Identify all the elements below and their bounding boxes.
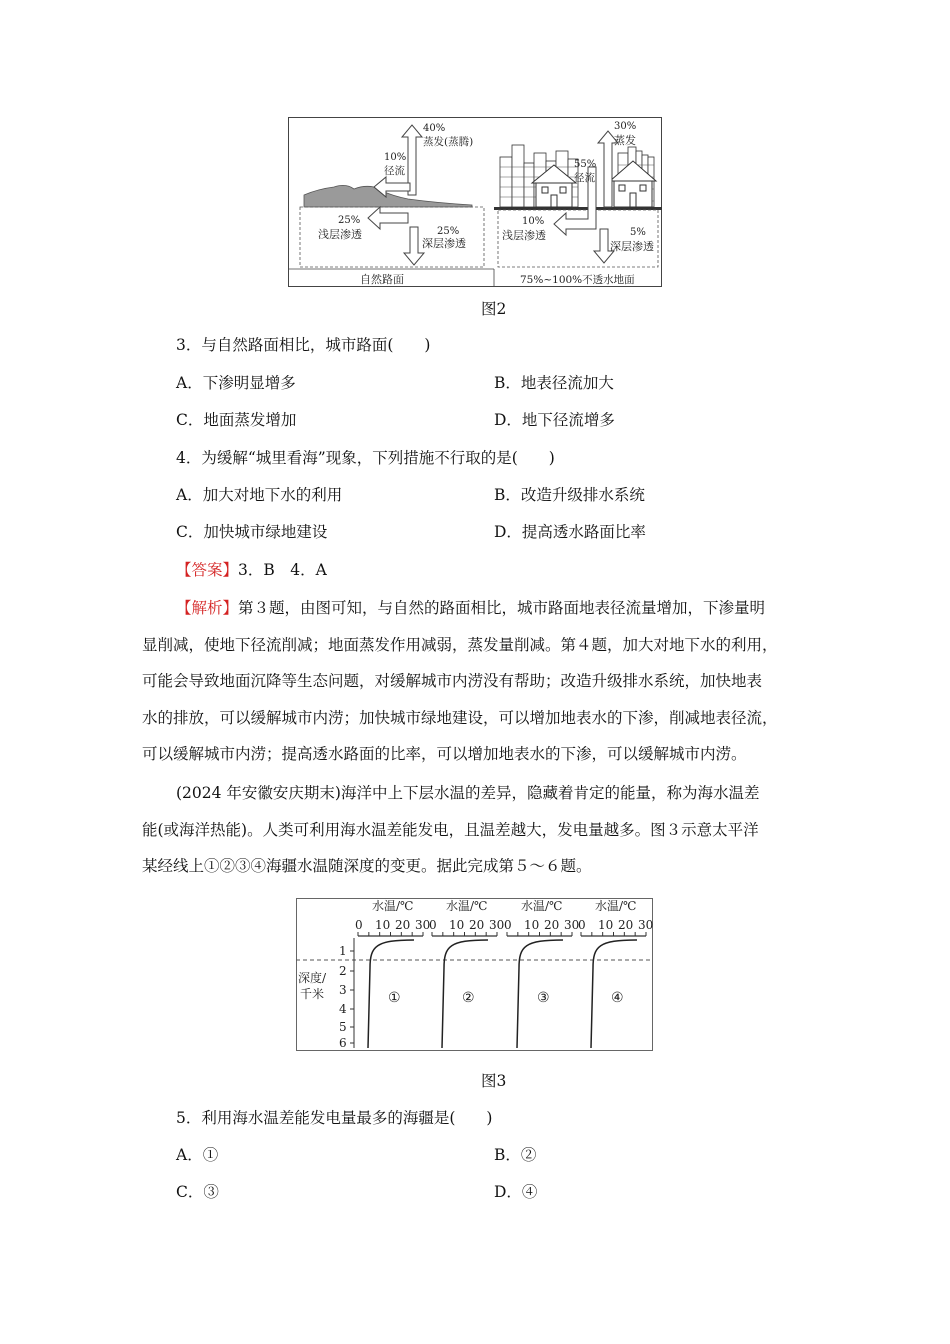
- question-5-option-a: A．①: [176, 1146, 219, 1164]
- analysis-line-3: 可能会导致地面沉降等生态问题，对缓解城市内涝没有帮助；改造升级排水系统，加快地表: [142, 672, 763, 690]
- temperature-tick-label: 30: [564, 918, 580, 932]
- temperature-label: 水温/℃: [372, 899, 414, 913]
- question-4-option-a: A．加大对地下水的利用: [176, 486, 343, 504]
- answer-text: 3．B 4．A: [238, 561, 327, 579]
- left-evap-pct: 40%: [423, 123, 446, 134]
- figure3-diagram: [296, 898, 653, 1051]
- right-evap-label: 蒸发: [614, 134, 636, 147]
- depth-tick-label: 5: [339, 1020, 347, 1034]
- analysis-line-5: 可以缓解城市内涝；提高透水路面的比率，可以增加地表水的下渗，可以缓解城市内涝。: [142, 745, 747, 763]
- question-5-stem: 5．利用海水温差能发电量最多的海疆是( ): [176, 1109, 493, 1127]
- depth-label-line1: 深度/: [298, 971, 327, 985]
- temperature-tick-label: 20: [395, 918, 411, 932]
- question-4-option-d: D．提高透水路面比率: [494, 523, 646, 541]
- zone-number: ③: [537, 990, 550, 1006]
- right-runoff-pct: 55%: [574, 159, 597, 170]
- answer-line: [176, 560, 327, 580]
- temperature-label: 水温/℃: [595, 899, 637, 913]
- intro-line-3: 某经线上①②③④海疆水温随深度的变更。据此完成第５～６题。: [142, 857, 592, 875]
- analysis-line-1: 第３题，由图可知，与自然的路面相比，城市路面地表径流量增加，下渗量明: [238, 599, 766, 617]
- temperature-tick-label: 20: [544, 918, 560, 932]
- temperature-tick-label: 0: [355, 918, 363, 932]
- question-3-option-b: B．地表径流加大: [494, 374, 614, 392]
- temperature-tick-label: 10: [524, 918, 540, 932]
- right-deep-label: 深层渗透: [610, 240, 654, 253]
- zone-number: ④: [611, 990, 624, 1006]
- question-5-option-d: D．④: [494, 1183, 538, 1201]
- temperature-tick-label: 20: [469, 918, 485, 932]
- temperature-tick-label: 10: [449, 918, 465, 932]
- question-3-option-d: D．地下径流增多: [494, 411, 615, 429]
- right-evap-pct: 30%: [614, 121, 637, 132]
- depth-label-line2: 千米: [300, 987, 325, 1001]
- question-3-option-c: C．地面蒸发增加: [176, 411, 297, 429]
- temperature-tick-label: 20: [618, 918, 634, 932]
- intro-line-1: (2024 年安徽安庆期末)海洋中上下层水温的差异，隐藏着肯定的能量，称为海水温差: [176, 784, 760, 802]
- left-runoff-label: 径流: [384, 165, 405, 177]
- analysis-tag: 【解析】: [176, 599, 239, 617]
- answer-tag: 【答案】: [176, 561, 239, 579]
- depth-tick-label: 4: [339, 1002, 347, 1016]
- figure3-caption: 图3: [481, 1072, 507, 1090]
- temperature-label: 水温/℃: [521, 899, 563, 913]
- analysis-line-2: 显削减，使地下径流削减；地面蒸发作用减弱，蒸发量削减。第４题，加大对地下水的利用，: [142, 635, 778, 654]
- left-deep-label: 深层渗透: [422, 237, 466, 250]
- depth-tick-label: 3: [339, 983, 347, 997]
- zone-number: ②: [462, 990, 475, 1006]
- urban-surface-label: 75%~100%不透水地面: [520, 274, 635, 286]
- analysis-line-4: 水的排放，可以缓解城市内涝；加快城市绿地建设，可以增加地表水的下渗，削减地表径流，: [142, 708, 778, 727]
- depth-tick-label: 1: [339, 944, 347, 958]
- left-shallow-label: 浅层渗透: [318, 228, 362, 241]
- zone-number: ①: [388, 990, 401, 1006]
- natural-surface-label: 自然路面: [360, 273, 404, 286]
- temperature-tick-label: 0: [429, 918, 437, 932]
- temperature-tick-label: 0: [578, 918, 586, 932]
- intro-line-2: 能(或海洋热能)。人类可利用海水温差能发电，且温差越大，发电量越多。图３示意太平洋: [142, 820, 759, 839]
- question-5-option-b: B．②: [494, 1146, 537, 1164]
- right-deep-pct: 5%: [630, 227, 646, 238]
- right-runoff-label: 径流: [574, 172, 595, 184]
- question-3-stem: 3．与自然路面相比，城市路面( ): [176, 336, 431, 354]
- temperature-tick-label: 30: [489, 918, 505, 932]
- question-5-option-c: C．③: [176, 1183, 219, 1201]
- temperature-tick-label: 30: [638, 918, 653, 932]
- analysis-block: [142, 590, 822, 773]
- depth-tick-label: 2: [339, 964, 347, 978]
- temperature-tick-label: 30: [415, 918, 431, 932]
- question-4-option-b: B．改造升级排水系统: [494, 486, 645, 504]
- temperature-tick-label: 10: [598, 918, 614, 932]
- left-runoff-pct: 10%: [384, 152, 407, 163]
- figure2-diagram: [288, 117, 662, 287]
- left-evap-label: 蒸发(蒸腾): [423, 136, 474, 148]
- question-4-option-c: C．加快城市绿地建设: [176, 523, 328, 541]
- temperature-tick-label: 10: [375, 918, 391, 932]
- temperature-label: 水温/℃: [446, 899, 488, 913]
- intro-block: [142, 775, 822, 885]
- figure2-caption: 图2: [481, 300, 507, 318]
- question-4-stem: 4．为缓解“城里看海”现象，下列措施不行取的是( ): [176, 449, 555, 467]
- temperature-tick-label: 0: [504, 918, 512, 932]
- depth-tick-label: 6: [339, 1036, 347, 1050]
- question-3-option-a: A．下渗明显增多: [176, 374, 296, 392]
- right-shallow-pct: 10%: [522, 216, 545, 227]
- right-shallow-label: 浅层渗透: [502, 229, 546, 242]
- left-shallow-pct: 25%: [338, 215, 361, 226]
- left-deep-pct: 25%: [437, 226, 460, 237]
